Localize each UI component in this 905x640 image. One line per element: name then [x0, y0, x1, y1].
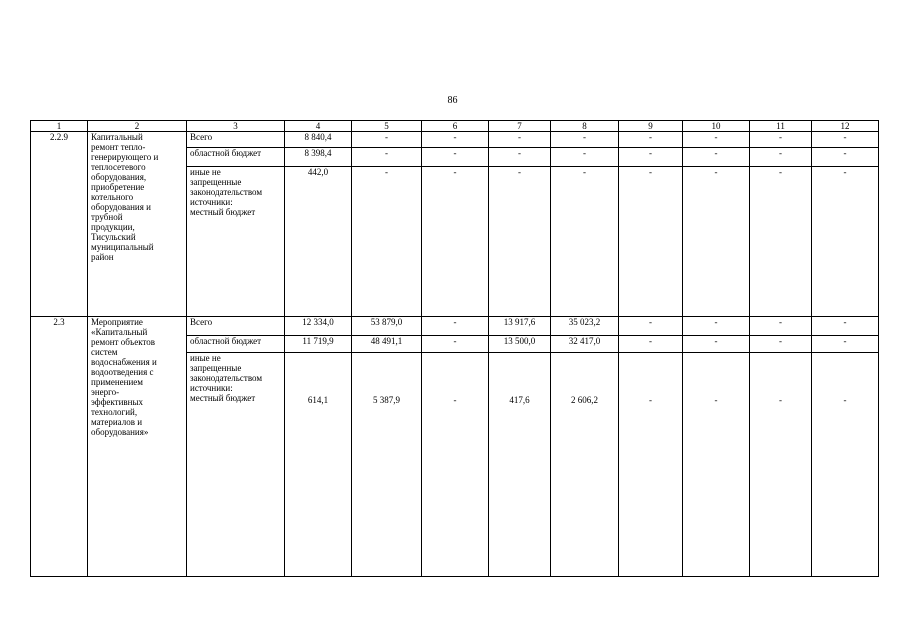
value-cell: - — [619, 132, 683, 148]
column-header: 8 — [551, 121, 619, 132]
column-header: 6 — [422, 121, 489, 132]
page-number: 86 — [447, 95, 458, 106]
column-header: 9 — [619, 121, 683, 132]
value-cell: - — [683, 353, 750, 577]
value-cell: - — [683, 148, 750, 167]
source-label: областной бюджет — [187, 336, 285, 353]
value-cell: - — [812, 336, 879, 353]
value-cell: 442,0 — [285, 167, 352, 317]
source-label: иные не запрещенные законодательством источники: местный бюджет — [187, 167, 285, 317]
value-cell: - — [750, 336, 812, 353]
value-cell: - — [422, 317, 489, 336]
value-cell: - — [812, 148, 879, 167]
item-name: Мероприятие «Капитальный ремонт объектов систем водоснабжения и водоотведения с применением энерго- эффективных технологий, материалов и оборудования» — [88, 317, 187, 577]
column-header: 5 — [352, 121, 422, 132]
value-cell: 5 387,9 — [352, 353, 422, 577]
column-header-row — [31, 121, 879, 132]
value-cell: - — [352, 167, 422, 317]
value-cell: - — [750, 317, 812, 336]
value-cell: - — [683, 336, 750, 353]
value-cell: - — [422, 353, 489, 577]
budget-table — [30, 120, 879, 577]
value-cell: - — [489, 132, 551, 148]
value-cell: 417,6 — [489, 353, 551, 577]
value-cell: 48 491,1 — [352, 336, 422, 353]
value-cell: - — [619, 148, 683, 167]
item-name: Капитальный ремонт тепло- генерирующего и теплосетевого оборудования, приобретение котельного оборудования и трубной продукции, Тисульский муниципальный район — [88, 132, 187, 317]
value-cell: 8 840,4 — [285, 132, 352, 148]
value-cell: 614,1 — [285, 353, 352, 577]
value-cell: 13 500,0 — [489, 336, 551, 353]
value-cell: - — [812, 353, 879, 577]
value-cell: 2 606,2 — [551, 353, 619, 577]
value-cell: - — [750, 167, 812, 317]
column-header: 1 — [31, 121, 88, 132]
item-code: 2.2.9 — [31, 132, 88, 317]
value-cell: - — [750, 353, 812, 577]
column-header: 7 — [489, 121, 551, 132]
column-header: 10 — [683, 121, 750, 132]
value-cell: - — [422, 148, 489, 167]
value-cell: 12 334,0 — [285, 317, 352, 336]
table-row — [31, 132, 879, 148]
table-row — [31, 317, 879, 336]
value-cell: - — [683, 317, 750, 336]
column-header: 4 — [285, 121, 352, 132]
item-code: 2.3 — [31, 317, 88, 577]
value-cell: - — [619, 336, 683, 353]
value-cell: - — [750, 132, 812, 148]
value-cell: - — [812, 167, 879, 317]
value-cell: 53 879,0 — [352, 317, 422, 336]
source-label: Всего — [187, 317, 285, 336]
column-header: 12 — [812, 121, 879, 132]
value-cell: 8 398,4 — [285, 148, 352, 167]
value-cell: 11 719,9 — [285, 336, 352, 353]
value-cell: - — [812, 317, 879, 336]
value-cell: - — [619, 317, 683, 336]
value-cell: - — [352, 132, 422, 148]
value-cell: - — [489, 148, 551, 167]
column-header: 2 — [88, 121, 187, 132]
source-label: областной бюджет — [187, 148, 285, 167]
value-cell: - — [551, 148, 619, 167]
value-cell: - — [422, 167, 489, 317]
source-label: Всего — [187, 132, 285, 148]
value-cell: - — [812, 132, 879, 148]
value-cell: 13 917,6 — [489, 317, 551, 336]
value-cell: - — [551, 167, 619, 317]
value-cell: - — [750, 148, 812, 167]
column-header: 3 — [187, 121, 285, 132]
value-cell: - — [422, 336, 489, 353]
value-cell: - — [619, 353, 683, 577]
value-cell: - — [551, 132, 619, 148]
source-label: иные не запрещенные законодательством источники: местный бюджет — [187, 353, 285, 577]
value-cell: 32 417,0 — [551, 336, 619, 353]
value-cell: - — [683, 132, 750, 148]
value-cell: - — [619, 167, 683, 317]
value-cell: - — [683, 167, 750, 317]
value-cell: 35 023,2 — [551, 317, 619, 336]
value-cell: - — [352, 148, 422, 167]
value-cell: - — [422, 132, 489, 148]
column-header: 11 — [750, 121, 812, 132]
value-cell: - — [489, 167, 551, 317]
